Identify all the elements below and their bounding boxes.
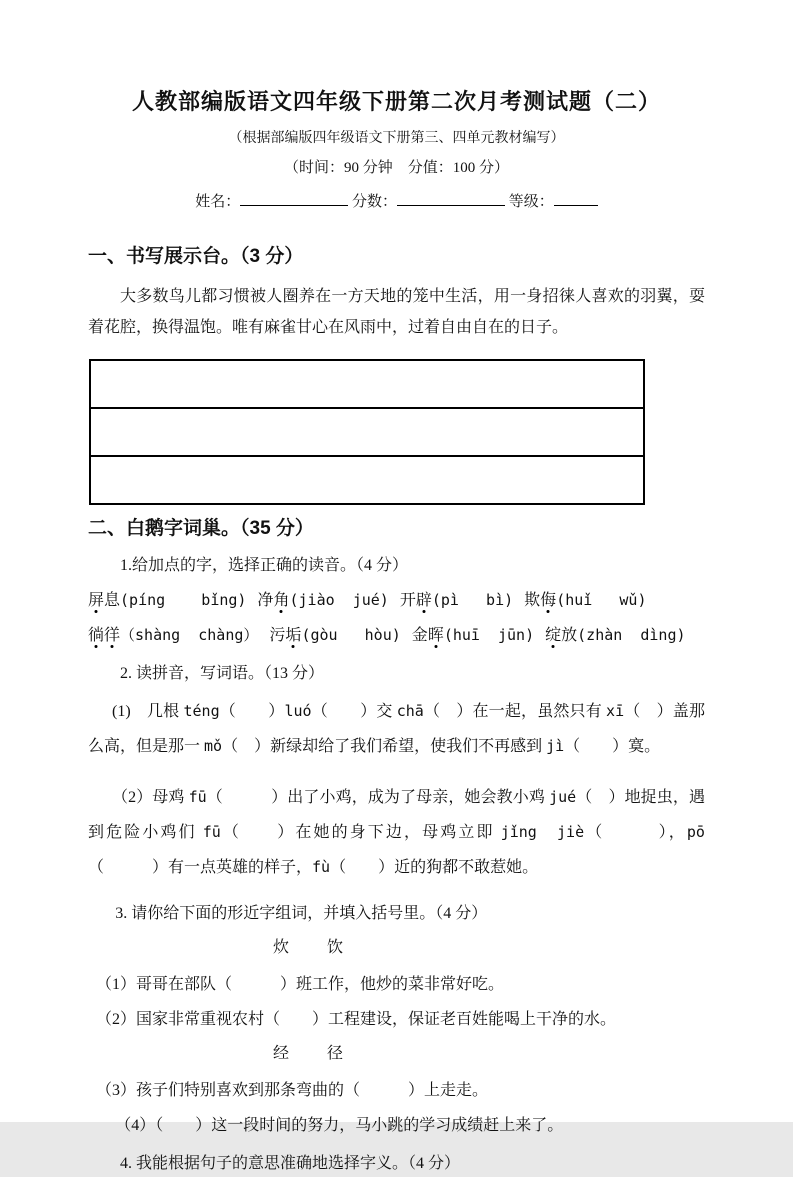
name-blank-line bbox=[240, 191, 348, 206]
q3-item-3: （3）孩子们特别喜欢到那条弯曲的（ ）上走走。 bbox=[96, 1082, 489, 1099]
q1-word-item: 徜徉（shàng chàng） bbox=[88, 626, 259, 644]
q1-word-item: 绽放(zhàn dìng) bbox=[545, 626, 686, 644]
q1-prompt: 1.给加点的字，选择正确的读音。（4 分） bbox=[120, 557, 409, 574]
q3-prompt: 3. 请你给下面的形近字组词，并填入括号里。（4 分） bbox=[115, 905, 488, 922]
handwriting-grid bbox=[89, 359, 645, 505]
section-1-heading: 一、书写展示台。（3 分） bbox=[88, 246, 304, 267]
q1-word-item: 开辟(pì bì) bbox=[399, 591, 514, 609]
q1-pronunciation-row bbox=[88, 587, 705, 614]
q1-word-item: 欺侮(huǐ wǔ) bbox=[524, 591, 647, 609]
page-title: 人教部编版语文四年级下册第二次月考测试题（二） bbox=[131, 89, 661, 114]
q2-prompt: 2. 读拼音，写词语。（13 分） bbox=[120, 665, 325, 682]
q2-item-1: (1) 几根 téng（ ）luó（ ）交 chā（ ）在一起，虽然只有 xī（ ）盖那么高，但是那一 mǒ（ ）新绿却给了我们希望，使我们不再感到 jì（ ）寞。 bbox=[88, 702, 705, 755]
q4-prompt: 4. 我能根据句子的意思准确地选择字义。（4 分） bbox=[120, 1155, 461, 1172]
q3-word-pair-jing-jing: 经 径 bbox=[273, 1045, 346, 1062]
grade-field-label: 等级： bbox=[508, 194, 554, 210]
q2-item-2: （2）母鸡 fū（ ）出了小鸡，成为了母亲，她会教小鸡 jué（ ）地捉虫，遇到危险小鸡们 fū（ ）在她的身下边，母鸡立即 jǐng jiè（ ），pō（ ）有一点英雄的样子，fù（ ）近的狗都不敢惹她。 bbox=[88, 788, 705, 876]
student-info-row bbox=[88, 190, 705, 211]
name-field-label: 姓名： bbox=[195, 194, 241, 210]
q3-item-4: （4）（ ）这一段时间的努力，马小跳的学习成绩赶上来了。 bbox=[115, 1117, 564, 1134]
q3-item-1: （1）哥哥在部队（ ）班工作，他炒的菜非常好吃。 bbox=[96, 976, 505, 993]
paper-subtitle: （根据部编版四年级语文下册第三、四单元教材编写） bbox=[228, 131, 565, 146]
handwriting-row bbox=[91, 407, 643, 455]
handwriting-row bbox=[91, 361, 643, 407]
q1-pronunciation-row bbox=[88, 622, 705, 649]
q3-item-2: （2）国家非常重视农村（ ）工程建设，保证老百姓能喝上干净的水。 bbox=[96, 1011, 617, 1028]
section-2-heading: 二、白鹅字词巢。（35 分） bbox=[88, 518, 314, 539]
q1-word-item: 屏息(píng bǐng) bbox=[88, 591, 247, 609]
q1-word-item: 金晖(huī jūn) bbox=[411, 626, 535, 644]
grade-blank-line bbox=[554, 191, 598, 206]
score-blank-line bbox=[397, 191, 505, 206]
time-score-info: （时间：90 分钟 分值：100 分） bbox=[283, 160, 509, 176]
handwriting-row bbox=[91, 455, 643, 503]
q3-word-pair-chui-yin: 炊 饮 bbox=[273, 939, 346, 956]
q1-word-item: 污垢(gòu hòu) bbox=[269, 626, 401, 644]
handwriting-passage: 大多数鸟儿都习惯被人圈养在一方天地的笼中生活，用一身招徕人喜欢的羽翼，耍着花腔，换得温饱。唯有麻雀甘心在风雨中，过着自由自在的日子。 bbox=[88, 288, 705, 336]
q1-word-item: 净角(jiào jué) bbox=[257, 591, 389, 609]
score-field-label: 分数： bbox=[351, 194, 397, 210]
